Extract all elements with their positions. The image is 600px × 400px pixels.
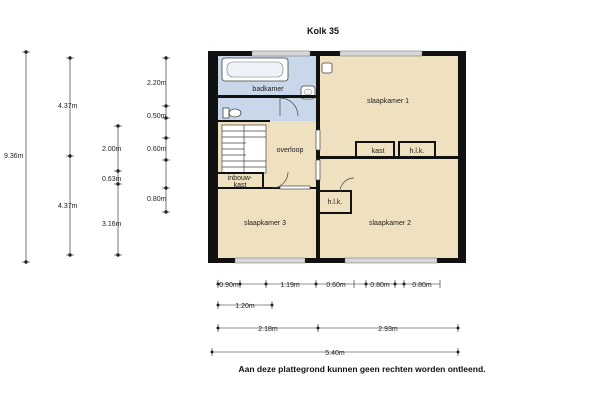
dim-0-80-b: 0.80m — [412, 282, 432, 289]
plan-title: Kolk 35 — [306, 26, 340, 36]
room-slaapkamer-1: slaapkamer 1 — [366, 98, 410, 105]
dim-2-00: 2.00m — [102, 146, 122, 153]
bathtub — [222, 58, 288, 81]
dim-0-90: 0.90m — [219, 282, 239, 289]
dim-2-18: 2.18m — [258, 326, 278, 333]
room-slaapkamer-2: slaapkamer 2 — [368, 220, 412, 227]
room-badkamer: badkamer — [252, 86, 284, 93]
room-overloop: overloop — [276, 147, 304, 154]
toilet — [223, 108, 241, 118]
room-inbouwkast-line2: kast — [233, 182, 247, 189]
dim-total-height: 9.36m — [4, 153, 24, 160]
dim-0-63: 0.63m — [102, 176, 122, 183]
dim-0-80: 0.80m — [147, 196, 167, 203]
dim-0-60: 0.60m — [147, 146, 167, 153]
room-kast: kast — [371, 148, 385, 155]
dim-5-40: 5.40m — [325, 350, 345, 357]
dim-0-60-bottom: 0.60m — [326, 282, 346, 289]
room-hlk-2: h.l.k. — [327, 199, 343, 206]
room-inbouwkast-line1: inbouw- — [227, 175, 253, 182]
dim-2-20: 2.20m — [147, 80, 167, 87]
dim-0-80-a: 0.80m — [370, 282, 390, 289]
dim-0-50: 0.50m — [147, 113, 167, 120]
disclaimer: Aan deze plattegrond kunnen geen rechten worden ontleend. — [238, 364, 486, 374]
dim-upper-height: 4.37m — [58, 103, 78, 110]
room-hlk-1: h.l.k. — [409, 148, 425, 155]
dim-1-20: 1.20m — [235, 303, 255, 310]
staircase — [222, 125, 266, 173]
dim-1-19: 1.19m — [280, 282, 300, 289]
dim-lower-height: 4.37m — [58, 203, 78, 210]
dim-3-16: 3.16m — [102, 221, 122, 228]
washbasin-bedroom — [322, 63, 332, 73]
dim-2-93: 2.93m — [378, 326, 398, 333]
bottom-dimensions — [211, 280, 459, 356]
room-slaapkamer-3: slaapkamer 3 — [243, 220, 287, 227]
